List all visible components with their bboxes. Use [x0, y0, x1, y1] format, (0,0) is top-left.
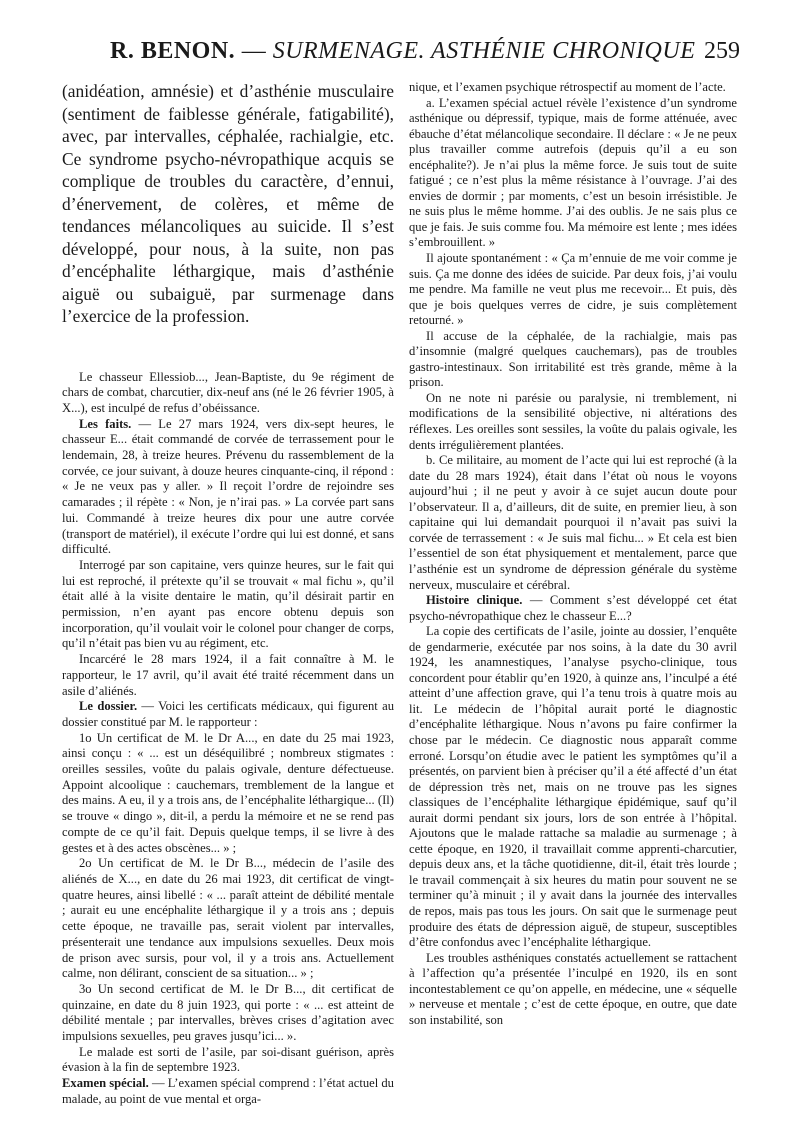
case-paragraph: nique, et l’examen psychique rétrospectif au moment de l’acte.	[409, 80, 726, 94]
header-author: R. BENON.	[110, 38, 236, 64]
intro-block	[62, 80, 394, 328]
case-paragraph: Les troubles asthéniques constatés actuellement se rattachent à l’affection qu’a présentée l’inculpé en 1920, ils en sont incontestablement ce qu’on appelle, en médecine, une « séquelle » nerveuse et mentale ; c’est de cette époque, en outre, que date son instabilité, son	[409, 950, 737, 1027]
case-paragraph: Il accuse de la céphalée, de la rachialgie, mais pas d’insomnie (malgré quelques cauchemars), pas de troubles gastro-intestinaux. Son irritabilité est très grande, même à la prison.	[409, 328, 737, 390]
running-header	[90, 30, 740, 70]
case-paragraph: On ne note ni parésie ou paralysie, ni tremblement, ni modifications de la sensibilité objective, ni altérations des réflexes. Les oreilles sont sessiles, la voûte du palais ogivale, les dents irrégulièrement plantées.	[409, 390, 737, 452]
section-gap	[62, 328, 394, 370]
case-paragraph: a. L’examen spécial actuel révèle l’existence d’un syndrome asthénique ou dépressif, typique, mais de forme atténuée, avec ébauche d’état mélancolique secondaire. Il déclare : « Je ne peux plus travailler comme autrefois (depuis qu’il a eu son encéphalite?). Je n’ai plus la même force. Je suis tout de suite fatigué ; ce n’est plus la même résistance à l’ouvrage. J’ai des envies de dormir ; par moments, c’est un besoin irrésistible. Je ne suis plus le même homme. J’ai des oublis. Je ne sais plus ce que je fais. Je suis comme fou. Ma mémoire est lente ; mes idées s’embrouillent. »	[409, 95, 737, 250]
case-paragraph: b. Ce militaire, au moment de l’acte qui lui est reproché (à la date du 28 mars 1924), était dans l’état où nous le voyons aujourd’hui ; il ne peut y avoir à ce sujet aucun doute pour l’observateur. Il a, d’ailleurs, dit de suite, en premier lieu, à son capitaine qui lui demandait pourquoi il n’avait pas suivi la corvée de terrassement : « Je suis mal fichu... » Et cela est bien l’essentiel de son état physiquement et mentalement, parce que l’asthénie est un syndrome de dépression générale du système nerveux, musculaire et cérébral.	[409, 453, 737, 592]
case-paragraph: La copie des certificats de l’asile, jointe au dossier, l’enquête de gendarmerie, exécutée par nos soins, à la date du 30 avril 1924, les anamnestiques, l’analyse psycho-clinique, tous concordent pour établir qu’en 1920, à quinze ans, l’inculpé a été atteint d’une affection grave, qui l’a tenu trois à quatre mois au lit. Le médecin de l’hôpital aurait porté le diagnostic d’encéphalite léthargique. Nous n’avons pu faire confirmer la chose par le médecin. Ce diagnostic nous apparaît comme erroné. Lorsqu’on étudie avec le patient les symptômes qu’il a présentés, on parvient bien à préciser qu’il a été affecté d’un état de dépression très net, mais on ne trouve pas les signes classiques de l’encéphalite léthargique épidémique, sauf qu’il aurait dormi pendant six jours, lors de son entrée à l’hôpital. Ajoutons que le malade rattache sa maladie au surmenage ; à cette époque, en 1920, il travaillait comme apprenti-charcutier, depuis deux ans, et la tâche quotidienne, dit-il, était très lourde ; le travail commençait à six heures du matin pour souvent ne se terminer qu’à minuit ; il y avait dans la journée des intervalles de repos, mais pas tous les jours. On sait que le surmenage peut produire des états de dépression aiguë, de stupeur, susceptibles d’être confondus avec l’encéphalite léthargique.	[409, 624, 737, 950]
left-column	[62, 80, 394, 1108]
case-paragraph: Les faits. — Le 27 mars 1924, vers dix-sept heures, le chasseur E... était commandé de corvée de terrassement pour le lendemain, 28, à treize heures. Prévenu du rassemblement de la corvée, ce jour suivant, à douze heures cinquante-cinq, il répond : « Je ne veux pas y aller. » Il reçoit l’ordre de rejoindre ses camarades ; il répète : « Non, je n’irai pas. » La corvée part sans lui. Commandé à treize heures dix pour une autre corvée (transport de matériel), il exécute l’ordre qui lui est donné, et sans difficulté.	[62, 416, 394, 557]
section-lead: Les faits.	[79, 416, 132, 431]
right-column	[409, 80, 737, 1028]
case-paragraph: Il ajoute spontanément : « Ça m’ennuie de me voir comme je suis. Ça me donne des idées de suicide. Par deux fois, j’ai voulu me pendre. Ma famille ne veut plus me recevoir... Et puis, dès que je bois quelques verres de cidre, je suis complètement retourné. »	[409, 251, 737, 328]
intro-paragraph: (anidéation, amnésie) et d’asthénie musculaire (sentiment de faiblesse générale, fatigabilité), avec, par intervalles, céphalée, rachialgie, etc. Ce syndrome psycho-névropathique acquis se complique de troubles du caractère, d’ennui, d’énervement, de colères, et même de tendances mélancoliques au suicide. Il s’est développé, pour nous, à la suite, non pas d’encéphalite léthargique, mais d’asthénie aiguë ou subaiguë, par surmenage dans l’exercice de la profession.	[62, 81, 394, 326]
case-paragraph: Le chasseur Ellessiob..., Jean-Baptiste, du 9e régiment de chars de combat, charcutier, dix-neuf ans (né le 26 février 1905, à X...), est inculpé de refus d’obéissance.	[62, 369, 394, 415]
case-paragraph: Histoire clinique. — Comment s’est développé cet état psycho-névropathique chez le chasseur E...?	[409, 593, 738, 623]
case-paragraph: Le dossier. — Voici les certificats médicaux, qui figurent au dossier constitué par M. le rapporteur :	[62, 699, 394, 729]
header-separator: —	[235, 38, 273, 64]
case-paragraph: Examen spécial. — L’examen spécial comprend : l’état actuel du malade, au point de vue mental et orga-	[62, 1076, 394, 1106]
running-title	[110, 38, 695, 65]
case-paragraph: 1o Un certificat de M. le Dr A..., en date du 25 mai 1923, ainsi conçu : « ... est un déséquilibré ; nombreux stigmates : oreilles sessiles, voûte du palais ogivale, denture défectueuse. Appoint alcoolique : cauchemars, tremblement de la langue et des mains. A eu, il y a trois ans, de l’encéphalite léthargique... (Il) se trouve « dingo », dit-il, a perdu la mémoire et ne se rend pas compte de ce qu’il fait. Depuis quelque temps, il se livre à des gestes et à des actes obscènes... » ;	[62, 730, 394, 855]
section-lead: Le dossier.	[79, 699, 138, 714]
case-paragraph: Le malade est sorti de l’asile, par soi-disant guérison, après évasion à la fin de septembre 1923.	[62, 1044, 394, 1075]
case-report-left	[62, 370, 394, 1108]
case-paragraph: Incarcéré le 28 mars 1924, il a fait connaître à M. le rapporteur, le 17 avril, qu’il avait été traité récemment dans un asile d’aliénés.	[62, 652, 394, 698]
page-number: 259	[704, 38, 740, 64]
case-paragraph: 2o Un certificat de M. le Dr B..., médecin de l’asile des aliénés de X..., en date du 26 mai 1923, dit certificat de vingt-quatre heures, ainsi libellé : « ... paraît atteint de débilité mentale ; aurait eu une encéphalite léthargique il y a trois ans ; depuis cette époque, ne travaille pas, serait violent par intervalles, présenterait une tendance aux impulsions sexuelles. Deux mois de prison avec sursis, pour vol, il y a trois ans. Actuellement calme, non délirant, conscient de sa situation... » ;	[62, 856, 394, 981]
section-lead: Histoire clinique.	[426, 593, 523, 608]
case-report-right	[409, 80, 737, 1028]
section-lead: Examen spécial.	[62, 1076, 149, 1091]
header-article-title: SURMENAGE. ASTHÉNIE CHRONIQUE	[272, 38, 696, 64]
case-paragraph: 3o Un second certificat de M. le Dr B..., dit certificat de quinzaine, en date du 8 juin 1923, qui porte : « ... est atteint de débilité mentale ; par intervalles, brèves crises d’agitation avec impulsions sexuelles, peu graves jusqu’ici... ».	[62, 981, 394, 1044]
case-paragraph: Interrogé par son capitaine, vers quinze heures, sur le fait qui lui est reproché, il prétexte qu’il se trouvait « mal fichu », qu’il était allé à la visite dentaire le matin, qu’il désirait partir en permission, n’en ayant pas encore obtenu depuis son incorporation, qu’il voulait voir le colonel pour changer de corps, qu’il n’était pas bien vu au régiment, etc.	[62, 557, 394, 651]
